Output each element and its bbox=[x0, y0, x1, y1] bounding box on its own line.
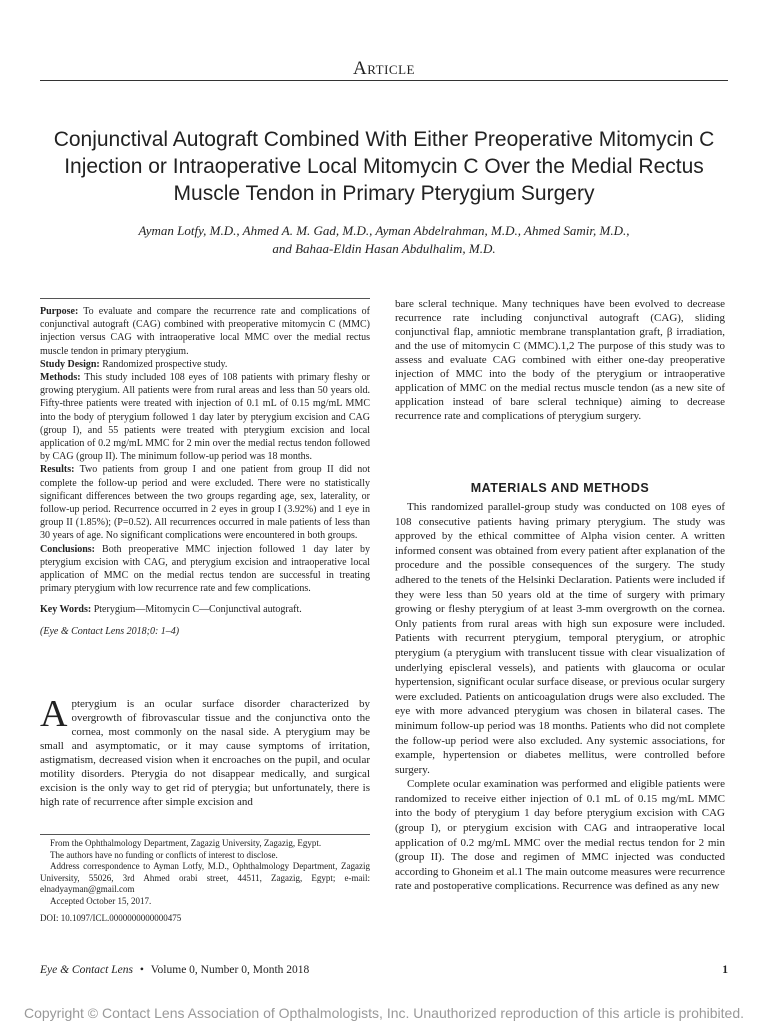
results-text: Two patients from group I and one patient from group II did not complete the follow-up period and were excluded. There were no statistically significant differences between the two groups regarding age, sex, laterality, or follow-up period. Recurrence occurred in 2 eyes in group I (3.92%) and 1 eye in group II (1.85%); (P=0.52). All recurrences occurred in male patients of less than 30 years of age. No significant complications were encountered in both groups. bbox=[40, 464, 370, 542]
citation: (Eye & Contact Lens 2018;0: 1–4) bbox=[40, 625, 180, 637]
abstract-methods bbox=[40, 371, 370, 463]
methods-text: This study included 108 eyes of 108 patients with primary fleshy or growing pterygium. All patients were from rural areas and less than 50 years old. Fifty-three patients were treated with injection of 0.1 mL of 0.15 mg/mL MMC into the body of pterygium followed 1 day later by pterygium excision and CAG (group I), and 55 patients were treated with pterygium excision and local application of 0.2 mg/mL MMC for 2 min over the medial rectus tendon followed by CAG (group II). The minimum follow-up period was 18 months. bbox=[40, 372, 370, 463]
conclusions-label: Conclusions: bbox=[40, 543, 96, 555]
results-label: Results: bbox=[40, 464, 75, 476]
purpose-label: Purpose: bbox=[40, 306, 79, 317]
purpose-text: To evaluate and compare the recurrence rate and complications of conjunctival autograft (CAG) combined with preoperative mitomycin C (MMC) injection versus CAG with intraoperative local MMC over the medial rectus muscle tendon in primary pterygium. bbox=[40, 306, 370, 357]
top-rule bbox=[40, 80, 728, 81]
footer-bullet: • bbox=[139, 964, 144, 976]
abstract-design bbox=[40, 358, 370, 371]
conclusions-text: Both preoperative MMC injection followed 1 day later by pterygium excision with CAG, and pterygium excision and intraoperative local application of MMC on the medial rectus tendon are successful in treating primary pterygium with low recurrence rate and few complications. bbox=[40, 543, 370, 595]
copyright-notice: Copyright © Contact Lens Association of Opthalmologists, Inc. Unauthorized reproduction of this article is prohibited. bbox=[23, 1005, 745, 1021]
page-number: 1 bbox=[722, 964, 728, 976]
footnote-accepted: Accepted October 15, 2017. bbox=[50, 895, 152, 906]
methods-heading: MATERIALS AND METHODS bbox=[470, 481, 650, 495]
article-title: Conjunctival Autograft Combined With Either Preoperative Mitomycin C Injection or Intraoperative Local Mitomycin C Over the Medial Rectus Muscle Tendon in Primary Pterygium Surgery bbox=[53, 128, 715, 205]
authors bbox=[40, 222, 728, 258]
footnote-correspondence: Address correspondence to Ayman Lotfy, M.D., Ophthalmology Department, Zagazig University, 55026, 3rd Ahmed orabi street, 44511, Zagazig, Egypt; e-mail: elnadyayman@gmail.com bbox=[40, 861, 370, 894]
page-footer bbox=[40, 964, 728, 976]
footer-info: Volume 0, Number 0, Month 2018 bbox=[150, 964, 310, 976]
methods-label: Methods: bbox=[40, 372, 81, 384]
footnote-doi: DOI: 10.1097/ICL.0000000000000475 bbox=[40, 913, 182, 923]
design-label: Study Design: bbox=[40, 358, 100, 370]
methods-body bbox=[395, 500, 725, 894]
footnote-funding: The authors have no funding or conflicts of interest to disclose. bbox=[50, 849, 278, 860]
footnotes bbox=[40, 838, 370, 925]
footnote-rule bbox=[40, 834, 370, 835]
intro-continued bbox=[395, 297, 725, 423]
keywords-text: Pterygium—Mitomycin C—Conjunctival autograft. bbox=[91, 604, 302, 616]
intro-continued-text: bare scleral technique. Many techniques have been evolved to decrease recurrence rate including conjunctival autograft (CAG), sliding conjunctival flap, amniotic membrane transplantation graft, β irradiation, and the use of mitomycin C (MMC).1,2 The purpose of this study was to assess and evaluate CAG combined with either one-day preoperative injection of MMC into the body of the pterygium or intraoperative application of MMC on the medial rectus muscle tendon (as a new site of application instead of bare scleral technique) aiming to decrease recurrence rate and complications of pterygium surgery. bbox=[395, 298, 725, 422]
abstract-conclusions bbox=[40, 543, 370, 596]
methods-paragraph-2: Complete ocular examination was performed and eligible patients were randomized to receive either injection of 0.1 mL of 0.15 mg/mL MMC into the body of pterygium 1 day before pterygium excision with CAG (group I), or pterygium excision with CAG and intraoperative local application of 0.2 mg/mL MMC over the medial rectus tendon for 2 min (group II). The dose and regimen of MMC injected was conducted according to Ghoneim et al.1 The main outcome measures were recurrence rate and postoperative complications. Recurrence was defined as any new bbox=[395, 778, 725, 893]
keywords-label: Key Words: bbox=[40, 604, 92, 616]
authors-line-1: Ayman Lotfy, M.D., Ahmed A. M. Gad, M.D., Ayman Abdelrahman, M.D., Ahmed Samir, M.D., bbox=[138, 223, 630, 238]
methods-paragraph-1: This randomized parallel-group study was conducted on 108 eyes of 108 consecutive patients having primary pterygium. The study was approved by the ethical committee of Alpha vision center. A written informed consent was obtained from every patient after explanation of the procedure and the possible consequences of the surgery. The study adhered to the tenets of the Helsinki Declaration. Patients were included if they were less than 50 years old at the time of surgery with primary growing or fleshy pterygium of at least 3-mm overgrowth on the cornea. Only patients from rural areas with high sun exposure were included. Patients with recurrent pterygium, temporal pterygium, or atrophic pterygium (a pterygium with translucent tissue with clear visualization of underlying episcleral vessels), and patients with glaucoma or ocular hypertension, significant ocular surface disease, or previous ocular surgery were excluded. Patients on anticoagulation drugs were also excluded. The eye with more advanced pterygium was chosen in bilateral cases. The minimum follow-up period was 18 months. Patients who did not complete the follow-up period were also excluded. Any systemic associations, for example, hypertension or diabetes mellitus, were controlled before surgery. bbox=[395, 501, 725, 776]
dropcap: A bbox=[40, 693, 68, 735]
abstract-results bbox=[40, 463, 370, 542]
abstract-purpose bbox=[40, 305, 370, 358]
abstract-keywords bbox=[40, 603, 370, 616]
abstract bbox=[40, 305, 370, 638]
design-text: Randomized prospective study. bbox=[99, 358, 228, 370]
authors-line-2: and Bahaa-Eldin Hasan Abdulhalim, M.D. bbox=[272, 241, 496, 256]
abstract-top-rule bbox=[40, 298, 370, 299]
introduction bbox=[40, 693, 370, 809]
footer-journal: Eye & Contact Lens bbox=[40, 964, 133, 976]
intro-text: pterygium is an ocular surface disorder characterized by overgrowth of fibrovascular tissue and the conjunctiva onto the cornea, most commonly on the nasal side. A pterygium may be small and asymptomatic, or it may cause symptoms of irritation, astigmatism, decreased vision when it encroaches on the pupil, and ocular motility disorders. Pterygia do not disappear medically, and surgical excision is the only way to get rid of pterygia; but unfortunately, there is high rate of recurrence after simple excision and bbox=[40, 698, 370, 808]
section-tag: Article bbox=[353, 58, 415, 79]
footnote-affiliation: From the Ophthalmology Department, Zagazig University, Zagazig, Egypt. bbox=[50, 838, 322, 848]
